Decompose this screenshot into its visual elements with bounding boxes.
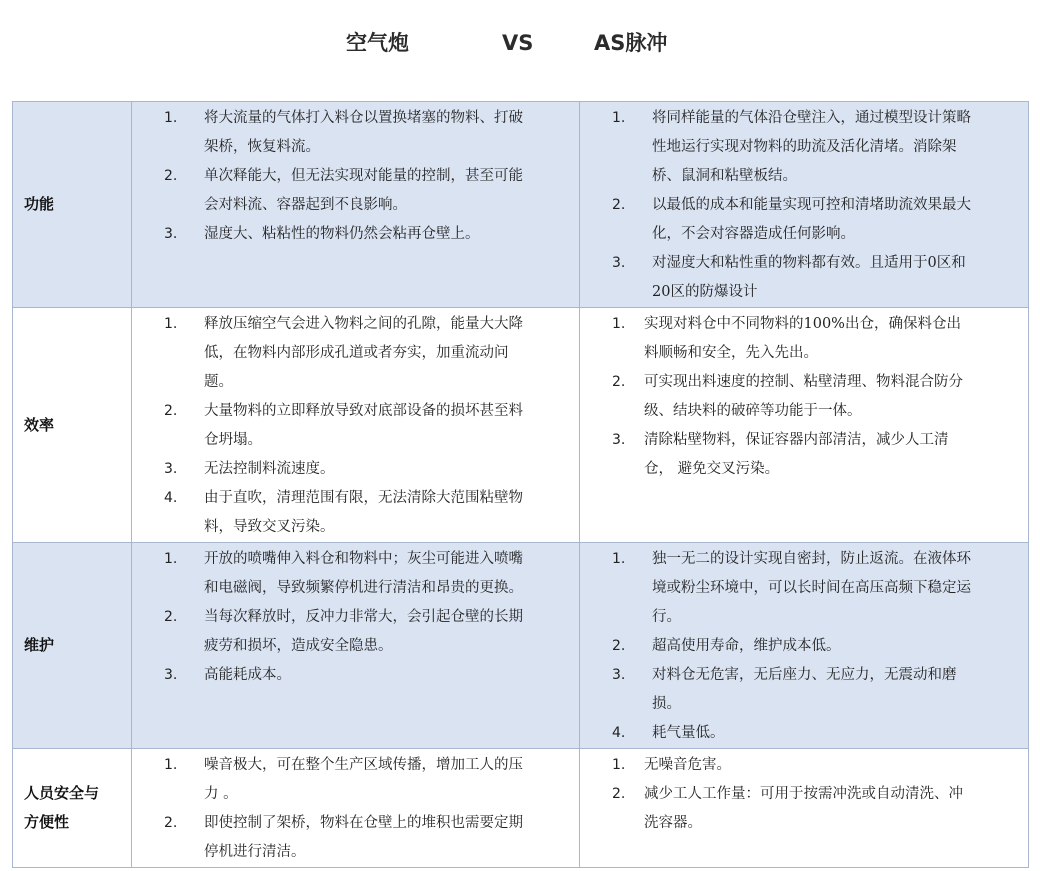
list-item [580,780,1028,838]
list-item [580,719,1028,748]
list-number: 4. [164,490,178,506]
as-pulse-cell [580,749,1029,868]
row-label: 效率 [13,308,132,543]
air-cannon-cell [132,543,580,749]
list-item [132,484,579,542]
list-item [580,426,1028,484]
list-number: 2. [612,638,626,654]
table-row-safety [13,749,1029,868]
numbered-list [580,543,1028,748]
list-text: 开放的喷嘴伸入料仓和物料中；灰尘可能进入喷嘴和电磁阀，导致频繁停机进行清洁和昂贵的更换。 [204,551,523,596]
list-number: 4. [612,725,626,741]
list-text: 将大流量的气体打入料仓以置换堵塞的物料、打破架桥，恢复料流。 [204,110,523,155]
list-text: 实现对料仓中不同物料的100%出仓，确保料仓出料顺畅和安全，先入先出。 [644,316,961,361]
list-text: 单次释能大，但无法实现对能量的控制，甚至可能会对料流、容器起到不良影响。 [204,168,523,213]
list-number: 2. [612,786,626,802]
air-cannon-cell [132,308,580,543]
list-number: 3. [612,667,626,683]
numbered-list [580,308,1028,484]
list-text: 超高使用寿命，维护成本低。 [652,638,841,654]
comparison-title [0,26,1040,60]
list-number: 1. [612,110,626,126]
list-item [580,104,1028,191]
list-number: 2. [612,197,626,213]
as-pulse-cell [580,308,1029,543]
title-as-pulse: AS脉冲 [594,31,668,55]
list-item [132,397,579,455]
list-item [580,368,1028,426]
list-text: 当每次释放时，反冲力非常大，会引起仓壁的长期疲劳和损坏，造成安全隐患。 [204,609,523,654]
list-item [132,455,579,484]
numbered-list [132,543,579,690]
list-text: 减少工人工作量：可用于按需冲洗或自动清洗、冲洗容器。 [644,786,963,831]
table-row-function [13,102,1029,308]
list-number: 2. [164,609,178,625]
air-cannon-cell [132,749,580,868]
as-pulse-cell [580,543,1029,749]
list-text: 可实现出料速度的控制、粘壁清理、物料混合防分级、结块料的破碎等功能于一体。 [644,374,963,419]
list-text: 释放压缩空气会进入物料之间的孔隙，能量大大降低，在物料内部形成孔道或者夯实，加重流动问题。 [204,316,523,390]
list-number: 1. [612,551,626,567]
list-number: 1. [612,316,626,332]
list-text: 将同样能量的气体沿仓壁注入，通过模型设计策略性地运行实现对物料的助流及活化清堵。消除架桥、鼠洞和粘壁板结。 [652,110,971,184]
list-number: 2. [612,374,626,390]
numbered-list [132,308,579,542]
list-item [132,310,579,397]
row-label: 功能 [13,102,132,308]
numbered-list [580,102,1028,307]
list-text: 耗气量低。 [652,725,725,741]
list-number: 1. [164,316,178,332]
numbered-list [580,749,1028,838]
list-number: 2. [164,815,178,831]
list-text: 大量物料的立即释放导致对底部设备的损坏甚至料仓坍塌。 [204,403,523,448]
list-number: 3. [612,255,626,271]
list-number: 1. [612,757,626,773]
table-row-maintenance [13,543,1029,749]
list-text: 对料仓无危害，无后座力、无应力，无震动和磨损。 [652,667,957,712]
list-text: 对湿度大和粘性重的物料都有效。且适用于0区和20区的防爆设计 [652,255,966,300]
comparison-table [12,101,1029,868]
as-pulse-cell [580,102,1029,308]
list-text: 高能耗成本。 [204,667,291,683]
list-number: 3. [164,226,178,242]
list-item [580,249,1028,307]
list-item [580,545,1028,632]
list-item [132,751,579,809]
list-text: 湿度大、粘粘性的物料仍然会粘再仓壁上。 [204,226,480,242]
list-item [132,661,579,690]
list-text: 无噪音危害。 [644,757,731,773]
row-label: 人员安全与方便性 [13,749,132,868]
list-item [580,191,1028,249]
list-item [580,751,1028,780]
list-item [132,545,579,603]
list-item [132,220,579,249]
list-number: 1. [164,110,178,126]
numbered-list [132,102,579,249]
list-number: 3. [164,461,178,477]
list-item [132,603,579,661]
list-item [132,809,579,867]
list-number: 1. [164,757,178,773]
numbered-list [132,749,579,867]
list-text: 无法控制料流速度。 [204,461,335,477]
list-number: 3. [164,667,178,683]
air-cannon-cell [132,102,580,308]
list-number: 1. [164,551,178,567]
list-number: 2. [164,168,178,184]
list-text: 独一无二的设计实现自密封，防止返流。在液体环境或粉尘环境中，可以长时间在高压高频下稳定运行。 [652,551,971,625]
list-item [132,162,579,220]
list-text: 由于直吹，清理范围有限，无法清除大范围粘壁物料，导致交叉污染。 [204,490,523,535]
list-text: 以最低的成本和能量实现可控和清堵助流效果最大化，不会对容器造成任何影响。 [652,197,971,242]
list-number: 2. [164,403,178,419]
list-text: 噪音极大，可在整个生产区域传播，增加工人的压力 。 [204,757,523,802]
list-item [580,310,1028,368]
list-item [132,104,579,162]
list-number: 3. [612,432,626,448]
list-text: 即使控制了架桥，物料在仓壁上的堆积也需要定期停机进行清洁。 [204,815,523,860]
list-item [580,661,1028,719]
title-vs: VS [502,31,534,55]
list-item [580,632,1028,661]
table-row-efficiency [13,308,1029,543]
title-air-cannon: 空气炮 [346,31,409,55]
row-label: 维护 [13,543,132,749]
list-text: 清除粘壁物料，保证容器内部清洁，减少人工清仓， 避免交叉污染。 [644,432,949,477]
